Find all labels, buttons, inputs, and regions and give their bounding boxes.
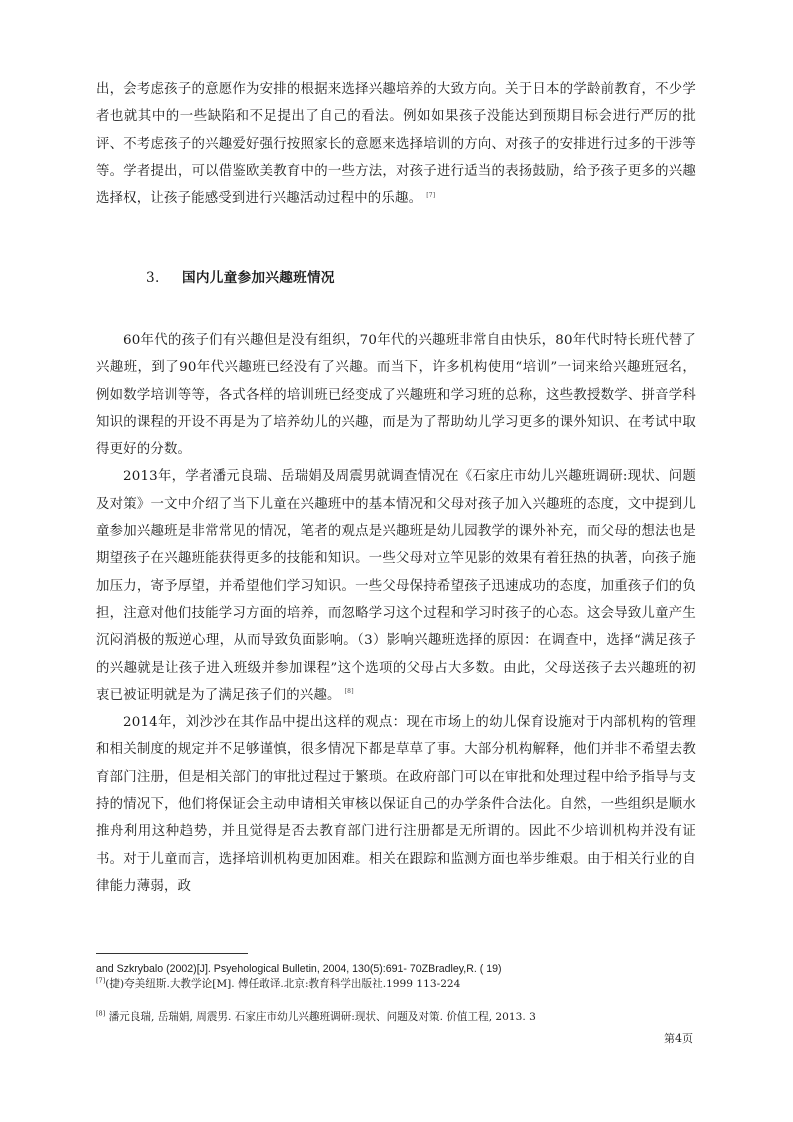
footnote-mark: [8]	[96, 1009, 106, 1018]
paragraph-text: 2014年，刘沙沙在其作品中提出这样的观点：现在市场上的幼儿保育设施对于内部机构的管理和相关制度的规定并不足够谨慎，很多情况下都是草草了事。大部分机构解释，他们并非不希望去教育部门注册，但是相关部门的审批过程过于繁琐。在政府部门可以在审批和处理过程中给予指导与支持的情况下，他们将保证会主动申请相关审核以保证自己的办学条件合法化。自然，一些组织是顺水推舟利用这种趋势，并且觉得是否去教育部门进行注册都是无所谓的。因此不少培训机构并没有证书。对于儿童而言，选择培训机构更加困难。相关在跟踪和监测方面也举步维艰。由于相关行业的自律能力薄弱，政	[96, 715, 696, 894]
page-number: 第4页	[664, 1032, 693, 1045]
citation-ref[interactable]: [7]	[426, 191, 436, 199]
paragraph-text: 60年代的孩子们有兴趣但是没有组织，70年代的兴趣班非常自由快乐，80年代时特长班代替了兴趣班，到了90年代兴趣班已经没有了兴趣。而当下，许多机构使用“培训”一词来给兴趣班冠名，例如数学培训等等，各式各样的培训班已经变成了兴趣班和学习班的总称，这些教授数学、拼音学科知识的课程的开设不再是为了培养幼儿的兴趣，而是为了帮助幼儿学习更多的课外知识、在考试中取得更好的分数。	[96, 333, 696, 458]
paragraph-text: 2013年，学者潘元良瑞、岳瑞娟及周震男就调查情况在《石家庄市幼儿兴趣班调研:现状、问题及对策》一文中介绍了当下儿童在兴趣班中的基本情况和父母对孩子加入兴趣班的态度，文中提到儿童参加兴趣班是非常常见的情况，笔者的观点是兴趣班是幼儿园教学的课外补充，而父母的想法也是期望孩子在兴趣班能获得更多的技能和知识。一些父母对立竿见影的效果有着狂热的执著，向孩子施加压力，寄予厚望，并希望他们学习知识。一些父母保持希望孩子迅速成功的态度，加重孩子们的负担，注意对他们技能学习方面的培养，而忽略学习这个过程和学习时孩子的心态。这会导致儿童产生沉闷消极的叛逆心理，从而导致负面影响。（3）影响兴趣班选择的原因：在调查中，选择“满足孩子的兴趣就是让孩子进入班级并参加课程”这个选项的父母占大多数。由此，父母送孩子去兴趣班的初衷已被证明就是为了满足孩子们的兴趣。	[96, 469, 696, 703]
section-number: 3.	[146, 270, 160, 286]
footnote-text: 潘元良瑞, 岳瑞娟, 周震男. 石家庄市幼儿兴趣班调研:现状、问题及对策. 价值工程, 2013. 3	[108, 1011, 536, 1023]
section-heading	[146, 266, 335, 286]
paragraph	[96, 76, 696, 212]
paragraph	[96, 709, 696, 900]
section-title: 国内儿童参加兴趣班情况	[182, 270, 335, 286]
paragraph-continuation	[96, 76, 696, 212]
footnote-text: (捷)夸美纽斯.大教学论[M]. 傅任敢译.北京:教育科学出版社.1999 113-224	[105, 978, 461, 990]
citation-ref[interactable]: [8]	[344, 688, 354, 696]
footnote-mark: [7]	[96, 976, 106, 985]
paragraph	[96, 327, 696, 463]
footnote-8	[96, 1010, 536, 1024]
paragraph	[96, 463, 696, 709]
footnote-divider	[96, 953, 248, 954]
footnote-line: and Szkrybalo (2002)[J]. Psyehological Bulletin, 2004, 130(5):691- 70ZBradley,R. ( 19)	[96, 963, 502, 975]
footnote-7	[96, 977, 460, 991]
section-body	[96, 327, 696, 900]
paragraph-text: 出，会考虑孩子的意愿作为安排的根据来选择兴趣培养的大致方向。关于日本的学龄前教育，不少学者也就其中的一些缺陷和不足提出了自己的看法。例如如果孩子没能达到预期目标会进行严厉的批评、不考虑孩子的兴趣爱好强行按照家长的意愿来选择培训的方向、对孩子的安排进行过多的干涉等等。学者提出，可以借鉴欧美教育中的一些方法，对孩子进行适当的表扬鼓励，给予孩子更多的兴趣选择权，让孩子能感受到进行兴趣活动过程中的乐趣。	[96, 82, 696, 207]
